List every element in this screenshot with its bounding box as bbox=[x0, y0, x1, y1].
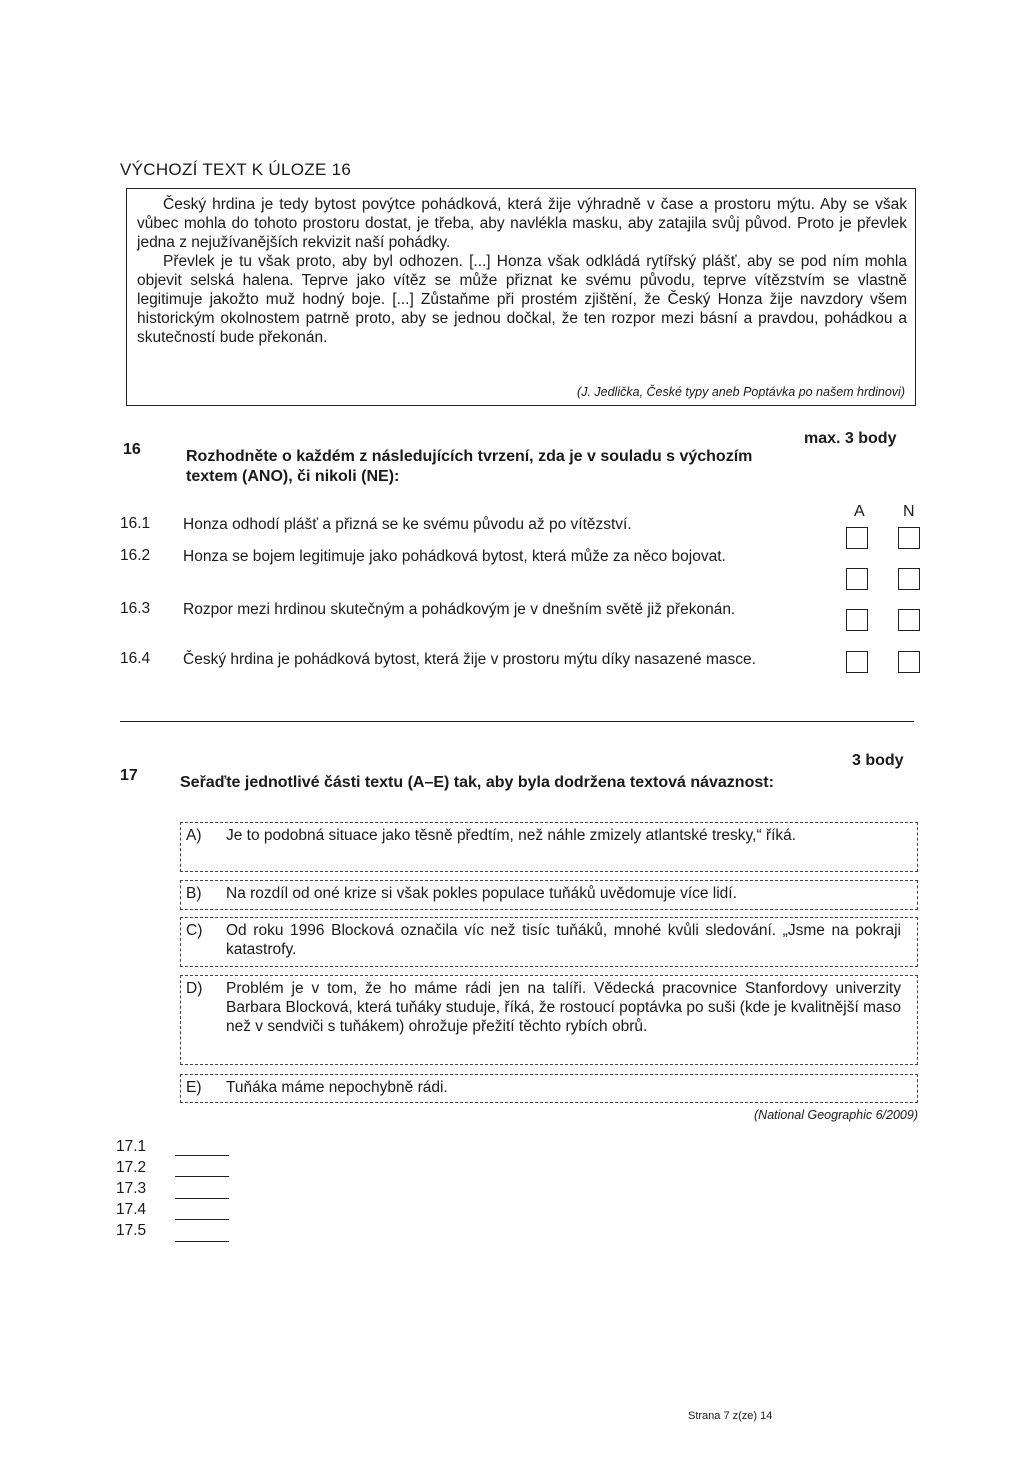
source-paragraph-1: Český hrdina je tedy bytost povýtce pohádková, která žije výhradně v čase a prostoru mýtu. Aby se však vůbec mohla do tohoto prostoru dostat, je třeba, aby navlékla masku, aby zatajila svůj původ. Proto je převlek jedna z nejužívanějších rekvizit naší pohádky. bbox=[137, 196, 907, 251]
text-part-e-letter: E) bbox=[186, 1079, 202, 1096]
text-part-a-text: Je to podobná situace jako těsně předtím, než náhle zmizely atlantské tresky,“ říká. bbox=[226, 827, 797, 844]
answer-17-3-label: 17.3 bbox=[116, 1180, 147, 1197]
item-16-4-text: Český hrdina je pohádková bytost, která žije v prostoru mýtu díky nasazené masce. bbox=[183, 651, 756, 668]
text-part-e bbox=[180, 1074, 918, 1103]
column-header-ne: N bbox=[903, 503, 915, 520]
text-part-b-text: Na rozdíl od oné krize si však pokles populace tuňáků uvědomuje více lidí. bbox=[226, 885, 737, 902]
question-17-citation: (National Geographic 6/2009) bbox=[754, 1108, 918, 1122]
text-part-d-text: Problém je v tom, že ho máme rádi jen na talíři. Vědecká pracovnice Stanfordovy univerzity Barbara Blocková, která tuňáky studuje, říká, že rostoucí poptávka po suši (kde je kvalitnější maso než v sendviči s tuňákem) ohrožuje přežití těchto rybích obrů. bbox=[226, 980, 901, 1035]
item-16-3-text: Rozpor mezi hrdinou skutečným a pohádkovým je v dnešním světě již překonán. bbox=[183, 601, 736, 618]
page-number: Strana 7 z(ze) 14 bbox=[688, 1410, 773, 1422]
answer-17-4-label: 17.4 bbox=[116, 1201, 147, 1218]
text-part-c-text: Od roku 1996 Blocková označila víc než tisíc tuňáků, mnohé kvůli sledování. „Jsme na pokraji katastrofy. bbox=[226, 922, 901, 958]
answer-17-5-label: 17.5 bbox=[116, 1222, 147, 1239]
checkbox-16-3-ne[interactable] bbox=[898, 609, 920, 631]
answer-17-4-line[interactable] bbox=[175, 1219, 229, 1220]
answer-17-2-line[interactable] bbox=[175, 1176, 229, 1177]
item-16-1-text: Honza odhodí plášť a přizná se ke svému původu až po vítězství. bbox=[183, 516, 632, 533]
answer-17-3-line[interactable] bbox=[175, 1198, 229, 1199]
question-16-number: 16 bbox=[123, 441, 141, 458]
checkbox-16-4-ne[interactable] bbox=[898, 651, 920, 673]
source-paragraph-2: Převlek je tu však proto, aby byl odhozen. [...] Honza však odkládá rytířský plášť, aby se pod ním mohla objevit selská halena. Teprve jako vítěz se může přiznat ke svému původu, teprve vítězstvím se vlastně legitimuje jakožto muž hodný boje. [...] Zůstaňme při prostém zjištění, že Český Honza žije navzdory všem historickým okolnostem patrně proto, aby se jednou dočkal, že ten rozpor mezi básní a pravdou, pohádkou a skutečností bude překonán. bbox=[137, 253, 907, 346]
checkbox-16-1-ne[interactable] bbox=[898, 527, 920, 549]
question-17-prompt: Seřaďte jednotlivé části textu (A–E) tak, aby byla dodržena textová návaznost: bbox=[180, 774, 774, 791]
text-part-b-letter: B) bbox=[186, 885, 202, 902]
checkbox-16-1-ano[interactable] bbox=[846, 527, 868, 549]
item-16-2-number: 16.2 bbox=[120, 547, 151, 564]
item-16-4-number: 16.4 bbox=[120, 650, 151, 667]
checkbox-16-2-ne[interactable] bbox=[898, 568, 920, 590]
question-17-number: 17 bbox=[120, 767, 138, 784]
source-citation: (J. Jedlička, České typy aneb Poptávka po našem hrdinovi) bbox=[577, 385, 905, 399]
column-header-ano: A bbox=[854, 503, 865, 520]
text-part-b bbox=[180, 880, 918, 910]
text-part-a-letter: A) bbox=[186, 827, 202, 844]
text-part-c-letter: C) bbox=[186, 922, 203, 939]
answer-17-2-label: 17.2 bbox=[116, 1159, 147, 1176]
item-16-2-text: Honza se bojem legitimuje jako pohádková bytost, která může za něco bojovat. bbox=[183, 548, 726, 565]
question-16-prompt: Rozhodněte o každém z následujících tvrzení, zda je v souladu s výchozím textem (ANO), či nikoli (NE): bbox=[186, 448, 753, 485]
source-text-heading: VÝCHOZÍ TEXT K ÚLOZE 16 bbox=[120, 160, 352, 179]
text-part-d bbox=[180, 975, 918, 1065]
source-text-box bbox=[126, 188, 916, 406]
question-17-points: 3 body bbox=[852, 752, 904, 769]
question-16-points: max. 3 body bbox=[804, 430, 897, 447]
text-part-c bbox=[180, 917, 918, 967]
text-part-d-letter: D) bbox=[186, 980, 203, 997]
text-part-e-text: Tuňáka máme nepochybně rádi. bbox=[226, 1079, 448, 1096]
text-part-a bbox=[180, 822, 918, 872]
answer-17-1-label: 17.1 bbox=[116, 1138, 147, 1155]
section-divider bbox=[120, 721, 914, 722]
checkbox-16-3-ano[interactable] bbox=[846, 609, 868, 631]
checkbox-16-2-ano[interactable] bbox=[846, 568, 868, 590]
checkbox-16-4-ano[interactable] bbox=[846, 651, 868, 673]
item-16-1-number: 16.1 bbox=[120, 515, 151, 532]
answer-17-1-line[interactable] bbox=[175, 1155, 229, 1156]
item-16-3-number: 16.3 bbox=[120, 600, 151, 617]
answer-17-5-line[interactable] bbox=[175, 1241, 229, 1242]
